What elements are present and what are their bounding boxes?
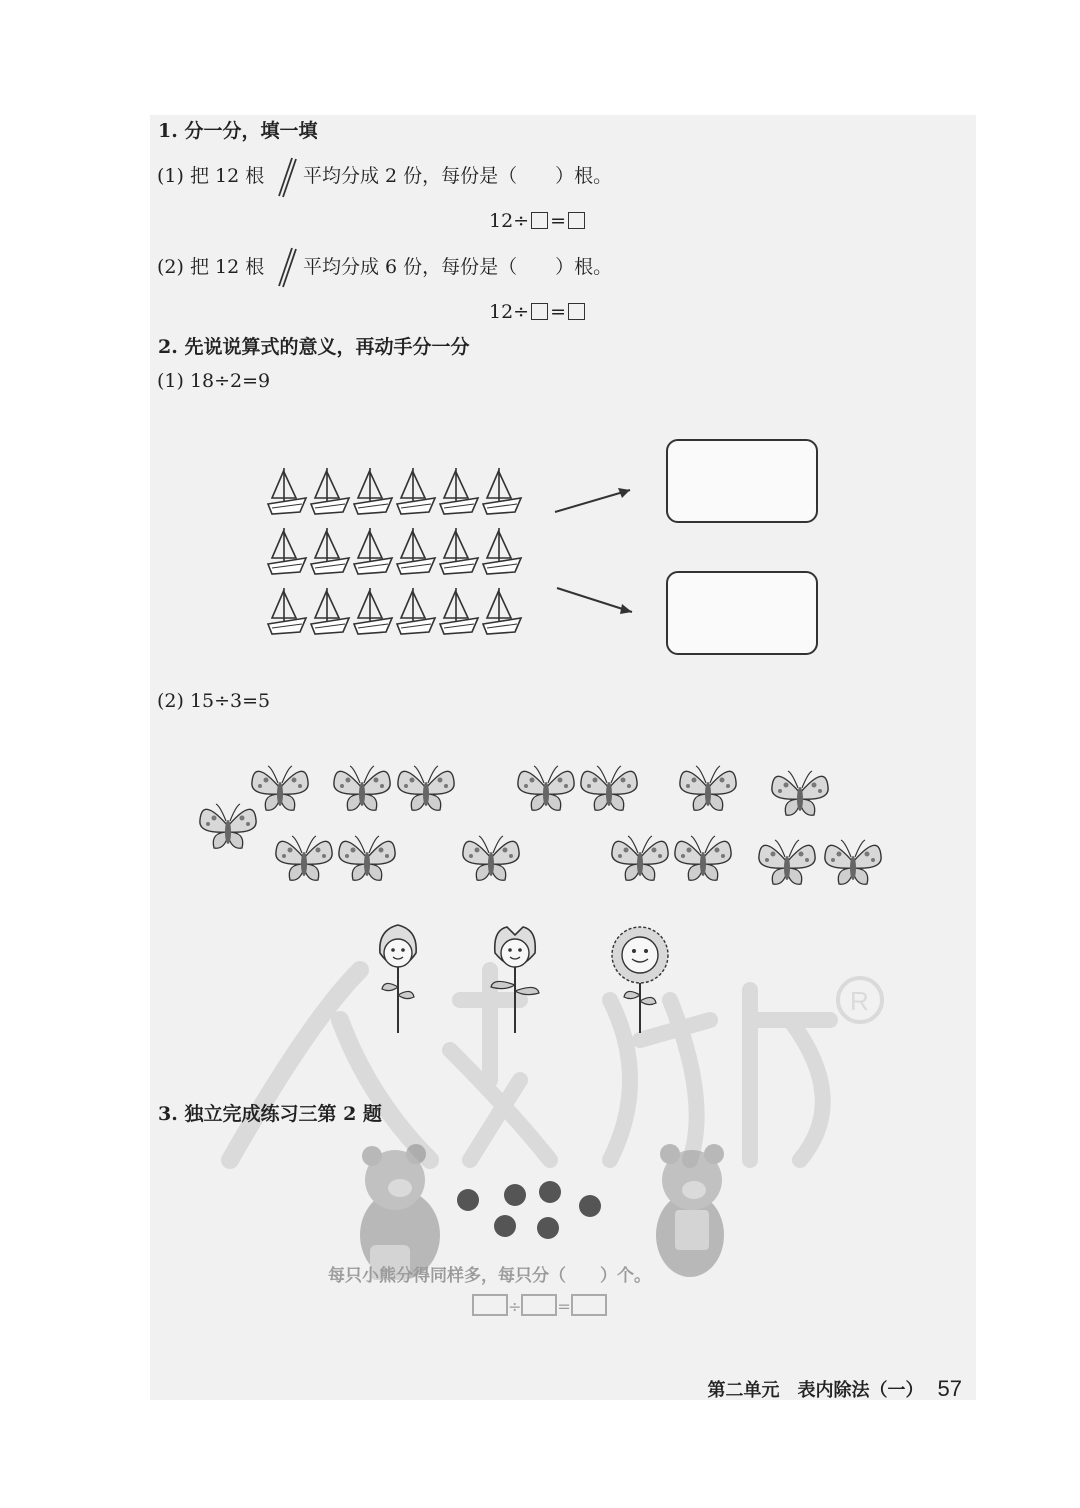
apple-group	[457, 1181, 601, 1239]
page-footer	[708, 1376, 962, 1402]
butterfly-icon	[680, 766, 736, 810]
butterfly-icon	[200, 804, 256, 848]
flower-group	[360, 925, 700, 1040]
butterfly-icon	[675, 836, 731, 880]
svg-text:R: R	[850, 986, 869, 1016]
butterfly-icon	[518, 766, 574, 810]
bear-icon	[360, 1144, 440, 1280]
butterfly-icon	[334, 766, 390, 810]
butterfly-icon	[612, 836, 668, 880]
equation-text: 12÷	[489, 301, 530, 323]
q1-title: 1. 分一分，填一填	[158, 120, 318, 142]
flower-icon	[380, 925, 416, 1033]
q2-title: 2. 先说说算式的意义，再动手分一分	[158, 336, 470, 358]
q2-part2-label: (2) 15÷3=5	[157, 690, 271, 712]
apple-icon	[457, 1189, 479, 1211]
butterfly-icon	[759, 840, 815, 884]
q3-caption: 每只小熊分得同样多，每只分（ ）个。	[328, 1266, 651, 1286]
butterfly-icon	[772, 771, 828, 815]
bear-icon	[656, 1144, 724, 1277]
apple-icon	[504, 1184, 526, 1206]
butterfly-icon	[463, 836, 519, 880]
butterfly-icon	[398, 766, 454, 810]
butterfly-icon	[825, 840, 881, 884]
q1-part2-post: 平均分成 6 份，每份是（ ）根。	[303, 256, 613, 278]
q1-part2-pre: (2) 把 12 根	[157, 256, 265, 278]
flower-icon	[491, 927, 539, 1033]
flower-icon	[612, 927, 668, 1033]
answer-box[interactable]	[521, 1294, 557, 1316]
apple-icon	[494, 1215, 516, 1237]
apple-icon	[539, 1181, 561, 1203]
q3-equation	[472, 1294, 607, 1316]
equation-text: 12÷	[489, 210, 530, 232]
equals-sign: =	[550, 210, 567, 232]
answer-box[interactable]	[571, 1294, 607, 1316]
butterfly-icon	[252, 766, 308, 810]
answer-box[interactable]	[472, 1294, 508, 1316]
apple-icon	[537, 1217, 559, 1239]
butterfly-icon	[276, 836, 332, 880]
butterfly-icon	[581, 766, 637, 810]
butterfly-icon	[339, 836, 395, 880]
equals-sign: =	[550, 301, 567, 323]
divide-sign: ÷	[508, 1297, 522, 1316]
page-number: 57	[937, 1376, 962, 1401]
unit-title: 第二单元 表内除法（一）	[707, 1380, 924, 1401]
q1-part1-post: 平均分成 2 份，每份是（ ）根。	[303, 165, 613, 187]
q3-title: 3. 独立完成练习三第 2 题	[158, 1103, 382, 1125]
equals-sign: =	[557, 1297, 571, 1316]
q1-part1-pre: (1) 把 12 根	[157, 165, 265, 187]
q2-part1-label: (1) 18÷2=9	[157, 370, 271, 392]
apple-icon	[579, 1195, 601, 1217]
